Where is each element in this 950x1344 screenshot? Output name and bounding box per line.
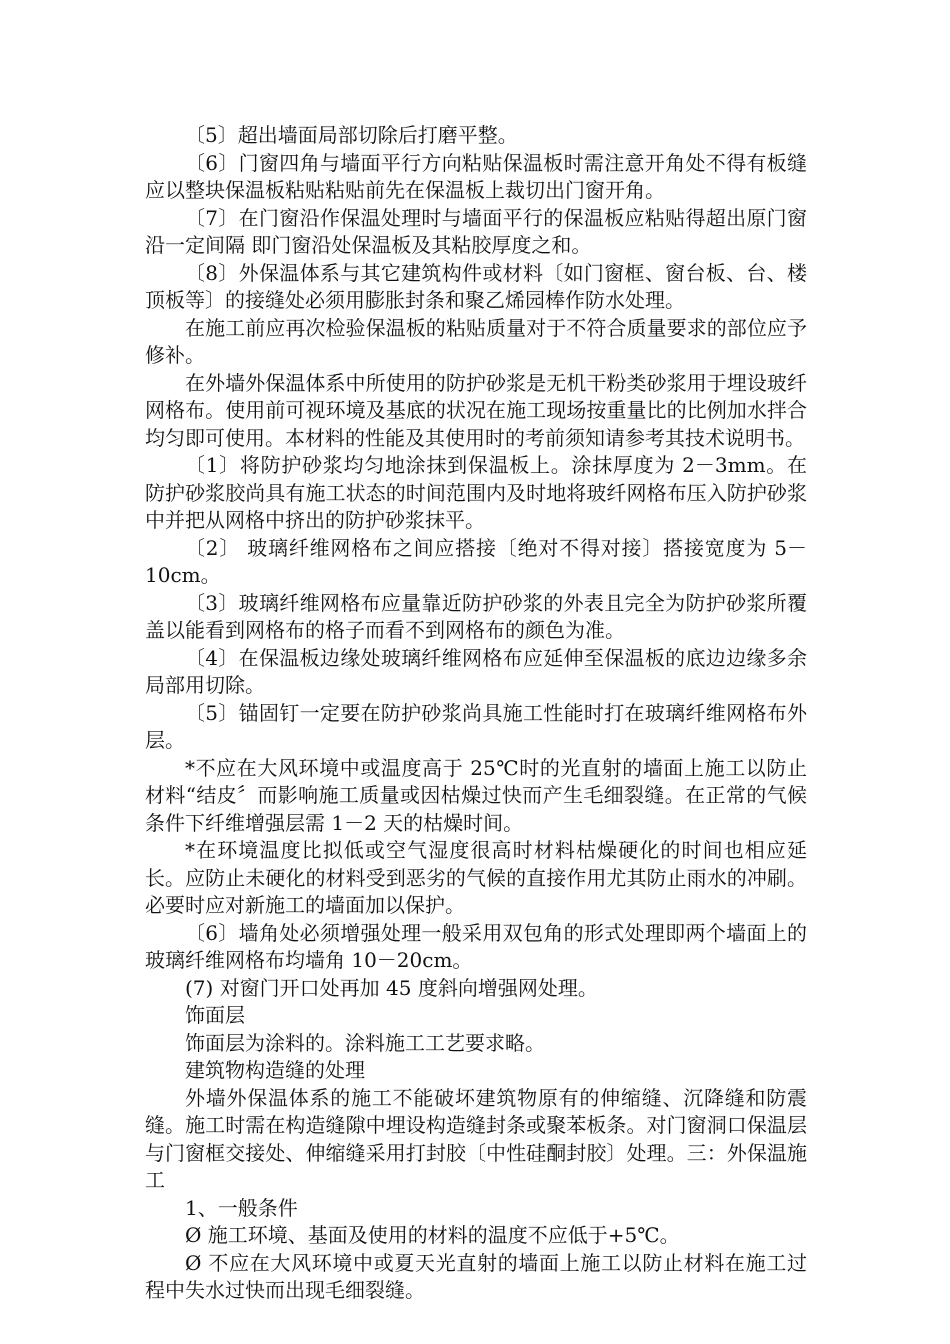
bullet-item: Ø 不应在大风环境中或夏天光直射的墙面上施工以防止材料在施工过程中失水过快而出现毛细裂缝。	[145, 1250, 807, 1302]
paragraph: 在外墙外保温体系中所使用的防护砂浆是无机干粉类砂浆用于埋设玻纤网格布。使用前可视环境及基底的状况在施工现场按重量比的比例加水拌合均匀即可使用。本材料的性能及其使用时的考前须知请参考其技术说明书。	[145, 370, 807, 450]
paragraph: (7) 对窗门开口处再加 45 度斜向增强网处理。	[185, 975, 598, 1000]
bullet-item: Ø 施工环境、基面及使用的材料的温度不应低于+5℃。	[185, 1223, 680, 1247]
paragraph: 〔8〕外保温体系与其它建筑构件或材料〔如门窗框、窗台板、台、楼顶板等〕的接缝处必须用膨胀封条和聚乙烯园棒作防水处理。	[145, 260, 807, 312]
paragraph: 〔7〕在门窗沿作保温处理时与墙面平行的保温板应粘贴得超出原门窗沿一定间隔 即门窗沿处保温板及其粘胶厚度之和。	[145, 205, 807, 257]
paragraph: *在环境温度比拟低或空气湿度很高时材料枯燥硬化的时间也相应延长。应防止未硬化的材料受到恶劣的气候的直接作用尤其防止雨水的冲刷。必要时应对新施工的墙面加以保护。	[145, 838, 807, 917]
section-heading: 饰面层	[185, 1003, 245, 1027]
paragraph: 外墙外保温体系的施工不能破坏建筑物原有的伸缩缝、沉降缝和防震缝。施工时需在构造缝隙中埋设构造缝封条或聚苯板条。对门窗洞口保温层与门窗框交接处、伸缩缝采用打封胶〔中性硅酮封胶〕处理。三：外保温施工	[145, 1085, 807, 1192]
paragraph: 〔1〕将防护砂浆均匀地涂抹到保温板上。涂抹厚度为 2－3mm。在防护砂浆胶尚具有施工状态的时间范围内及时地将玻纤网格布压入防护砂浆中并把从网格中挤出的防护砂浆抹平。	[145, 453, 807, 532]
paragraph: 〔6〕门窗四角与墙面平行方向粘贴保温板时需注意开角处不得有板缝应以整块保温板粘贴粘贴前先在保温板上裁切出门窗开角。	[145, 150, 807, 202]
paragraph: 〔2〕 玻璃纤维网格布之间应搭接〔绝对不得对接〕搭接宽度为 5－10cm。	[145, 535, 807, 587]
paragraph: 〔4〕在保温板边缘处玻璃纤维网格布应延伸至保温板的底边边缘多余局部用切除。	[145, 645, 807, 697]
document-body	[145, 122, 807, 1305]
paragraph: 〔6〕墙角处必须增强处理一般采用双包角的形式处理即两个墙面上的玻璃纤维网格布均墙角 10－20cm。	[145, 920, 807, 972]
paragraph: 在施工前应再次检验保温板的粘贴质量对于不符合质量要求的部位应予修补。	[145, 315, 807, 367]
paragraph: 〔5〕锚固钉一定要在防护砂浆尚具施工性能时打在玻璃纤维网格布外层。	[145, 700, 807, 752]
paragraph: 饰面层为涂料的。涂料施工工艺要求略。	[185, 1030, 545, 1055]
section-heading: 1、一般条件	[185, 1195, 298, 1220]
paragraph: 〔5〕超出墙面局部切除后打磨平整。	[185, 123, 518, 147]
paragraph: 〔3〕玻璃纤维网格布应量靠近防护砂浆的外表且完全为防护砂浆所覆盖以能看到网格布的格子而看不到网格布的颜色为准。	[145, 590, 807, 642]
paragraph: *不应在大风环境中或温度高于 25℃时的光直射的墙面上施工以防止材料“结皮〞而影响施工质量或因枯燥过快而产生毛细裂缝。在正常的气候条件下纤维增强层需 1－2 天的枯燥时间。	[145, 755, 807, 835]
section-heading: 建筑物构造缝的处理	[185, 1058, 365, 1082]
